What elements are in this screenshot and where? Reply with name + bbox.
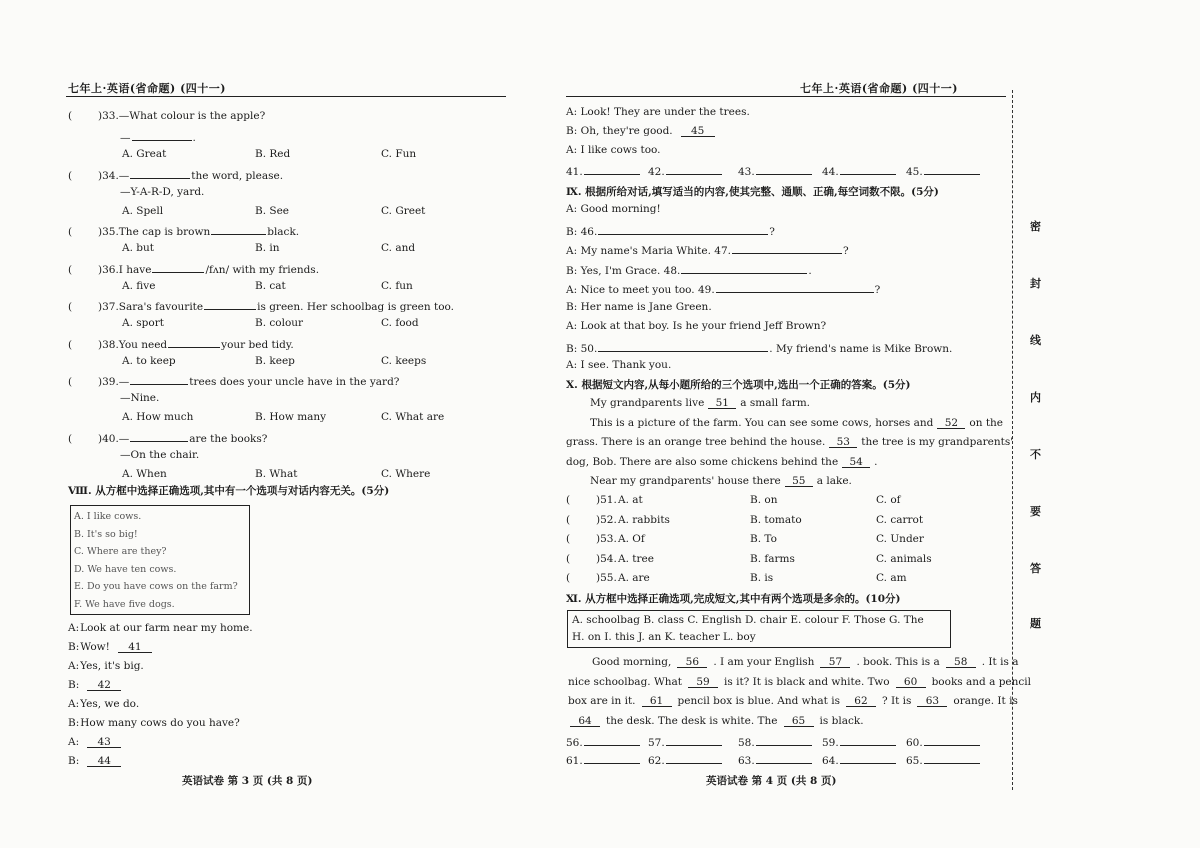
dialogue-line [68, 679, 122, 692]
passage-text: This is a picture of the farm. You can see some cows, horses and [590, 416, 934, 429]
passage-text: box are in it. [568, 695, 636, 707]
passage-line [590, 417, 1003, 430]
option: A. five [122, 279, 156, 292]
dialogue-line [566, 223, 775, 239]
section-10-title: Ⅹ. 根据短文内容,从每小题所给的三个选项中,选出一个正确的答案。(5分) [566, 379, 911, 391]
answer-blank: 45 [681, 125, 715, 137]
passage-line [590, 475, 852, 488]
stem-text: black. [267, 226, 300, 238]
box-option: A. I like cows. [74, 511, 142, 522]
answer-blank: 53 [829, 436, 857, 448]
answer-blank: 54 [842, 456, 870, 468]
question-stem [566, 553, 617, 566]
option: B. See [255, 204, 290, 217]
answer-blank [756, 163, 812, 175]
dialogue-line [566, 340, 952, 356]
passage-text: a small farm. [740, 397, 811, 409]
option: A. tree [618, 552, 654, 565]
answer-blank: 62 [846, 695, 876, 707]
stem-text: The cap is brown [118, 226, 211, 238]
question-number: )55. [596, 572, 617, 584]
option: C. What are [381, 411, 445, 423]
answer-blank: 57 [820, 656, 850, 668]
option: C. food [381, 317, 419, 329]
question-number: )37. [98, 301, 119, 313]
speaker: B: [68, 755, 80, 767]
option: C. Greet [381, 204, 426, 217]
seal-line-char: 密 [1030, 220, 1041, 233]
speaker: A: [68, 698, 80, 710]
option: B. To [750, 533, 777, 545]
answer-number: 61. [566, 755, 583, 767]
line-text: Yes, it's big. [80, 660, 144, 672]
option: A. are [618, 572, 650, 584]
passage-text: Near my grandparents' house there [590, 475, 781, 487]
line-text: ? [769, 225, 775, 238]
option: A. at [618, 494, 643, 506]
option: C. Where [381, 467, 431, 480]
question-stem [68, 336, 294, 352]
answer-blank: 61 [642, 695, 672, 707]
stem-text: I have [118, 263, 152, 276]
question-stem [68, 430, 267, 446]
answer-blank [666, 163, 722, 175]
answer-blank: 52 [937, 417, 965, 429]
reply-text: —Y-A-R-D, yard. [120, 185, 205, 198]
dialogue-line [566, 203, 661, 216]
passage-text: pencil box is blue. And what is [677, 695, 840, 707]
dialogue-line [68, 660, 144, 673]
line-text: A: Good morning! [566, 203, 661, 215]
answer-blank [840, 752, 896, 764]
answer-blank [732, 242, 842, 254]
passage-text: the desk. The desk is white. The [606, 714, 778, 727]
answer-blank [204, 298, 256, 310]
answer-paren: ( [68, 226, 73, 238]
answer-paren: ( [68, 376, 73, 388]
answer-blank: 51 [708, 397, 736, 409]
dialogue-line [68, 736, 122, 749]
option: A. How much [122, 411, 194, 423]
right-page-header: 七年上·英语(省命题) (四十一) [800, 82, 958, 95]
answer-paren: ( [68, 169, 73, 182]
answer-number: 43. [738, 166, 755, 178]
line-text: . [808, 264, 812, 277]
answer-blank [840, 734, 896, 746]
reply-text: . [192, 132, 196, 144]
answer-blank: 42 [87, 679, 121, 691]
answer-blank [130, 167, 190, 179]
seal-line-char: 线 [1030, 334, 1041, 347]
dialogue-line [566, 301, 712, 314]
answer-blank: 58 [946, 656, 976, 668]
seal-line-char: 不 [1030, 448, 1041, 461]
dialogue-line [566, 262, 812, 278]
line-text: ? [843, 245, 849, 257]
box-11-row-1: A. schoolbag B. class C. English D. chair E. colour F. Those G. The [572, 614, 924, 626]
passage-text: books and a pencil [931, 675, 1032, 688]
line-text: A: I like cows too. [566, 144, 661, 156]
question-number: )51. [596, 494, 617, 506]
question-stem [566, 514, 617, 527]
answer-blank: 55 [785, 475, 813, 487]
question-stem [566, 572, 617, 585]
right-header-rule [566, 96, 1006, 97]
seal-line-char: 内 [1030, 391, 1041, 404]
answer-blank [584, 734, 640, 746]
answer-number: 59. [822, 737, 839, 749]
answer-blank [584, 163, 640, 175]
option: B. What [255, 467, 298, 480]
option: C. and [381, 242, 416, 254]
seal-line-char: 答 [1030, 562, 1041, 575]
speaker: A: [68, 736, 80, 748]
answer-item [822, 163, 897, 179]
left-header-rule [66, 96, 506, 97]
answer-item [566, 734, 641, 750]
answer-paren: ( [68, 301, 73, 313]
question-stem [68, 223, 299, 239]
question-stem [68, 167, 283, 183]
line-text: A: I see. Thank you. [566, 359, 672, 371]
answer-blank [756, 752, 812, 764]
dialogue-line [566, 242, 849, 258]
question-reply [120, 392, 159, 405]
answer-item [648, 734, 723, 750]
option: B. How many [255, 411, 327, 423]
passage-text: . It is a [981, 656, 1019, 668]
answer-item [648, 752, 723, 768]
answer-number: 64. [822, 755, 839, 767]
answer-number: 41. [566, 166, 583, 178]
line-text: Yes, we do. [80, 698, 140, 710]
line-text: B: Yes, I'm Grace. 48. [566, 264, 681, 277]
stem-text: trees does your uncle have in the yard? [189, 376, 400, 388]
passage-text: dog, Bob. There are also some chickens behind the [566, 455, 839, 468]
question-stem [566, 494, 617, 507]
right-page-footer: 英语试卷 第 4 页 (共 8 页) [706, 775, 837, 787]
line-text: Look at our farm near my home. [80, 622, 253, 634]
line-text: How many cows do you have? [80, 717, 240, 729]
option: A. but [122, 242, 154, 254]
section-8-title: Ⅷ. 从方框中选择正确选项,其中有一个选项与对话内容无关。(5分) [68, 485, 390, 497]
answer-blank: 59 [688, 676, 718, 688]
answer-blank: 64 [570, 715, 600, 727]
answer-paren: ( [566, 533, 571, 545]
passage-line [566, 436, 1013, 449]
answer-blank [924, 734, 980, 746]
answer-paren: ( [566, 552, 571, 565]
question-number: )34. [98, 169, 119, 182]
answer-blank [168, 336, 220, 348]
option: C. Under [876, 533, 924, 545]
line-text: . My friend's name is Mike Brown. [769, 342, 953, 355]
question-stem [68, 261, 319, 277]
answer-paren: ( [68, 263, 73, 276]
answer-paren: ( [566, 494, 571, 506]
answer-blank: 60 [896, 676, 926, 688]
passage-line [566, 456, 878, 469]
option: C. keeps [381, 354, 427, 367]
line-text: B: Oh, they're good. [566, 125, 673, 137]
question-stem [68, 373, 399, 389]
answer-item [648, 163, 723, 179]
option: C. of [876, 494, 901, 506]
dialogue-line [68, 717, 240, 730]
answer-number: 44. [822, 166, 839, 178]
reply-text: —On the chair. [120, 448, 200, 461]
answer-blank [598, 223, 768, 235]
stem-text: — [118, 169, 130, 182]
passage-text: on the [969, 416, 1004, 429]
box-11-row-2: H. on I. this J. an K. teacher L. boy [572, 631, 756, 643]
option: C. am [876, 572, 907, 584]
passage-line [566, 695, 1020, 708]
left-page-header: 七年上·英语(省命题) (四十一) [68, 82, 226, 95]
dialogue-line [566, 144, 661, 157]
passage-line [566, 715, 866, 728]
stem-text: are the books? [189, 432, 268, 445]
question-number: )35. [98, 226, 119, 238]
passage-text: grass. There is an orange tree behind the house. [566, 436, 826, 448]
line-text: A: Nice to meet you too. 49. [566, 284, 715, 296]
box-option: B. It's so big! [74, 528, 138, 540]
passage-text: is it? It is black and white. Two [724, 675, 890, 688]
answer-number: 63. [738, 755, 755, 767]
answer-item [906, 734, 981, 750]
box-option: C. Where are they? [74, 546, 167, 557]
line-text: Wow! [80, 641, 110, 653]
answer-blank [924, 752, 980, 764]
option: B. colour [255, 317, 304, 329]
line-text: A: My name's Maria White. 47. [566, 245, 731, 257]
question-stem [566, 533, 617, 546]
answer-number: 56. [566, 737, 583, 749]
dialogue-line [566, 106, 750, 119]
answer-blank [598, 340, 768, 352]
box-option: F. We have five dogs. [74, 598, 175, 610]
answer-item [822, 752, 897, 768]
stem-text: /fʌn/ with my friends. [205, 263, 320, 276]
answer-item [738, 734, 813, 750]
seal-line [1012, 90, 1013, 790]
option: B. keep [255, 354, 295, 367]
answer-number: 65. [906, 755, 923, 767]
passage-text: . I am your English [713, 656, 815, 668]
passage-text: . [874, 455, 878, 468]
answer-number: 58. [738, 737, 755, 749]
passage-text: a lake. [816, 475, 852, 487]
passage-line [566, 676, 1033, 689]
answer-number: 45. [906, 166, 923, 178]
seal-line-char: 要 [1030, 505, 1041, 518]
section-9-title: Ⅸ. 根据所给对话,填写适当的内容,使其完整、通顺、正确,每空词数不限。(5分) [566, 186, 939, 198]
option: C. animals [876, 552, 932, 565]
section-8-options-box [70, 505, 250, 615]
answer-blank [152, 261, 204, 273]
option: B. Red [255, 148, 291, 160]
option: B. farms [750, 552, 795, 565]
option: C. Fun [381, 148, 417, 160]
dialogue-line [566, 125, 716, 138]
seal-line-char: 封 [1030, 277, 1041, 290]
line-text: A: Look! They are under the trees. [566, 106, 750, 118]
speaker: A: [68, 660, 80, 672]
dialogue-line [68, 755, 122, 768]
question-number: )38. [98, 338, 119, 351]
dialogue-line [566, 320, 826, 333]
option: A. to keep [122, 354, 176, 367]
speaker: B: [68, 641, 80, 653]
answer-blank [666, 752, 722, 764]
answer-item [566, 163, 641, 179]
option: A. When [122, 467, 167, 480]
stem-text: your bed tidy. [221, 338, 294, 351]
question-number: )54. [596, 552, 617, 565]
passage-line [590, 656, 1020, 669]
passage-text: . book. This is a [856, 656, 940, 668]
answer-blank [132, 129, 192, 141]
option: B. is [750, 572, 774, 584]
answer-blank: 65 [784, 715, 814, 727]
stem-text: You need [118, 338, 168, 351]
question-reply [120, 186, 204, 199]
question-stem [68, 110, 265, 123]
question-stem [68, 298, 454, 314]
option: B. tomato [750, 513, 802, 526]
speaker: A: [68, 622, 80, 634]
question-reply [120, 129, 196, 145]
passage-text: My grandparents live [590, 397, 705, 409]
passage-text: the tree is my grandparents' [861, 436, 1014, 448]
answer-item [738, 752, 813, 768]
answer-blank: 44 [87, 755, 121, 767]
seal-line-char: 题 [1030, 617, 1041, 630]
stem-text: — [118, 376, 130, 388]
dialogue-line [566, 281, 880, 297]
option: A. Spell [122, 204, 164, 217]
option: A. Of [618, 533, 645, 545]
answer-item [738, 163, 813, 179]
answer-blank: 43 [87, 736, 121, 748]
answer-blank: 56 [677, 656, 707, 668]
dialogue-line [68, 641, 153, 654]
section-11-title: Ⅺ. 从方框中选择正确选项,完成短文,其中有两个选项是多余的。(10分) [566, 593, 901, 605]
answer-paren: ( [68, 338, 73, 351]
option: B. cat [255, 279, 286, 292]
speaker: B: [68, 717, 80, 729]
stem-text: the word, please. [191, 169, 284, 182]
line-text: B: 46. [566, 225, 598, 238]
answer-blank [130, 373, 188, 385]
answer-paren: ( [566, 513, 571, 526]
question-number: )36. [98, 263, 119, 276]
answer-number: 60. [906, 737, 923, 749]
answer-blank [681, 262, 807, 274]
stem-text: —What colour is the apple? [118, 110, 266, 122]
line-text: A: Look at that boy. Is he your friend Jeff Brown? [566, 320, 827, 332]
answer-item [822, 734, 897, 750]
passage-line [590, 397, 810, 410]
answer-blank [840, 163, 896, 175]
left-page-footer: 英语试卷 第 3 页 (共 8 页) [182, 775, 313, 787]
option: C. carrot [876, 513, 924, 526]
line-text: ? [874, 284, 881, 296]
answer-blank: 63 [917, 695, 947, 707]
answer-paren: ( [566, 572, 571, 584]
question-number: )52. [596, 513, 617, 526]
dialogue-line [68, 698, 139, 711]
option: A. sport [122, 317, 164, 329]
option: A. Great [122, 148, 167, 160]
answer-blank [584, 752, 640, 764]
option: A. rabbits [618, 513, 670, 526]
box-option: D. We have ten cows. [74, 563, 177, 575]
line-text: B: 50. [566, 342, 598, 355]
answer-item [906, 163, 981, 179]
stem-text: is green. Her schoolbag is green too. [257, 301, 454, 313]
reply-text: — [120, 132, 131, 144]
answer-blank [211, 223, 266, 235]
answer-item [906, 752, 981, 768]
passage-text: nice schoolbag. What [568, 675, 682, 688]
box-option: E. Do you have cows on the farm? [74, 581, 238, 592]
stem-text: — [118, 432, 130, 445]
option: B. in [255, 242, 280, 254]
answer-paren: ( [68, 110, 73, 122]
answer-number: 42. [648, 166, 665, 178]
passage-text: orange. It is [953, 695, 1018, 707]
question-number: )39. [98, 376, 119, 388]
section-11-options-box [567, 610, 951, 648]
speaker: B: [68, 679, 80, 691]
answer-item [566, 752, 641, 768]
answer-number: 57. [648, 737, 665, 749]
dialogue-line [566, 359, 671, 372]
question-reply [120, 449, 199, 462]
reply-text: —Nine. [120, 392, 160, 404]
option: C. fun [381, 279, 413, 292]
answer-blank [756, 734, 812, 746]
question-number: )33. [98, 110, 119, 122]
passage-text: ? It is [881, 695, 912, 707]
answer-number: 62. [648, 755, 665, 767]
answer-blank [924, 163, 980, 175]
question-number: )53. [596, 533, 617, 545]
passage-text: is black. [819, 714, 864, 727]
answer-blank [716, 281, 874, 293]
passage-text: Good morning, [592, 656, 672, 668]
option: B. on [750, 494, 778, 506]
answer-blank: 41 [118, 641, 152, 653]
answer-paren: ( [68, 432, 73, 445]
dialogue-line [68, 622, 253, 635]
answer-blank [130, 430, 188, 442]
answer-blank [666, 734, 722, 746]
line-text: B: Her name is Jane Green. [566, 300, 712, 313]
stem-text: Sara's favourite [118, 301, 204, 313]
question-number: )40. [98, 432, 119, 445]
